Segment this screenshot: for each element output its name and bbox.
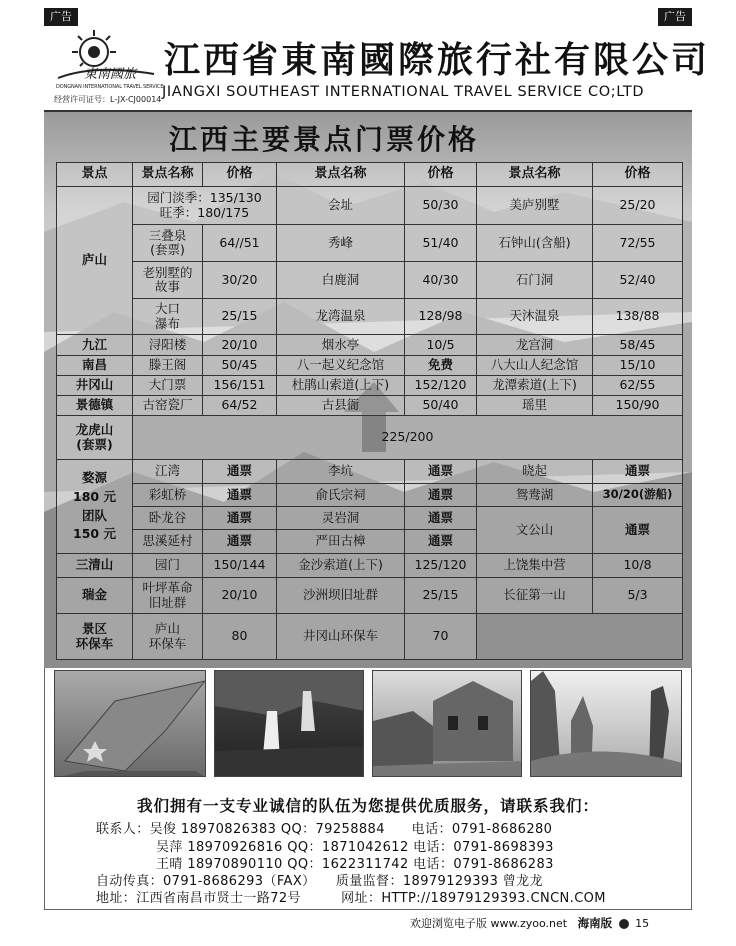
ticket-price-table — [56, 162, 683, 660]
spot-cell: 沙洲坝旧址群 — [277, 578, 405, 614]
spot-cell: 大口 瀑布 — [133, 299, 203, 335]
company-header — [44, 26, 711, 112]
contact-line: 吴萍 18970926816 QQ：1871042612 电话：0791-8698393 — [156, 840, 554, 855]
spot-cell: 井冈山环保车 — [277, 614, 405, 660]
page-title: 江西主要景点门票价格 — [168, 123, 479, 156]
logo-english: DONGNAN INTERNATIONAL TRAVEL SERVICE — [56, 84, 164, 90]
table-row — [57, 460, 683, 484]
price-cell: 通票 — [593, 507, 683, 554]
table-row — [57, 507, 683, 530]
price-cell: 50/45 — [203, 356, 277, 376]
price-cell: 150/144 — [203, 554, 277, 578]
table-row — [57, 396, 683, 416]
footer-page-number: 15 — [635, 917, 650, 930]
price-cell: 20/10 — [203, 335, 277, 356]
price-cell: 62/55 — [593, 376, 683, 396]
spot-cell: 石钟山(含船) — [477, 225, 593, 262]
price-cell: 通票 — [405, 530, 477, 554]
page-footer — [410, 915, 649, 931]
place-jiujiang: 九江 — [57, 335, 133, 356]
spot-cell: 浔阳楼 — [133, 335, 203, 356]
price-cell: 80 — [203, 614, 277, 660]
peaks-photo-icon — [531, 671, 682, 777]
table-row — [57, 484, 683, 507]
price-cell: 150/90 — [593, 396, 683, 416]
spot-cell: 园门 — [133, 554, 203, 578]
contact-line: 王晴 18970890110 QQ：1622311742 电话：0791-8686283 — [156, 857, 554, 872]
service-slogan: 我们拥有一支专业诚信的队伍为您提供优质服务，请联系我们： — [136, 797, 599, 815]
company-name-english: JIANGXI SOUTHEAST INTERNATIONAL TRAVEL SERVICE CO;LTD — [162, 84, 645, 100]
table-row — [57, 376, 683, 396]
place-jingdezhen: 景德镇 — [57, 396, 133, 416]
photo-waterfall — [214, 670, 364, 777]
price-cell: 通票 — [593, 460, 683, 484]
place-nanchang: 南昌 — [57, 356, 133, 376]
price-cell: 128/98 — [405, 299, 477, 335]
table-row — [57, 262, 683, 299]
spot-cell: 庐山 环保车 — [133, 614, 203, 660]
table-row — [57, 578, 683, 614]
spot-cell: 上饶集中营 — [477, 554, 593, 578]
place-longhushan: 龙虎山 (套票) — [57, 416, 133, 460]
price-cell: 通票 — [203, 530, 277, 554]
table-row — [57, 187, 683, 225]
spot-cell: 瑶里 — [477, 396, 593, 416]
price-cell: 30/20 — [203, 262, 277, 299]
price-cell: 125/120 — [405, 554, 477, 578]
table-row — [57, 554, 683, 578]
spot-cell: 李坑 — [277, 460, 405, 484]
spot-cell: 古窑瓷厂 — [133, 396, 203, 416]
price-cell: 72/55 — [593, 225, 683, 262]
photo-peaks — [530, 670, 682, 777]
price-cell: 51/40 — [405, 225, 477, 262]
table-row — [57, 335, 683, 356]
footer-text: 欢迎浏览电子版 www.zyoo.net — [410, 917, 568, 930]
ad-label-left: 广告 — [44, 8, 78, 26]
spot-cell: 金沙索道(上下) — [277, 554, 405, 578]
price-cell: 52/40 — [593, 262, 683, 299]
spot-cell: 文公山 — [477, 507, 593, 554]
price-cell: 5/3 — [593, 578, 683, 614]
photo-monument — [54, 670, 206, 777]
company-name-chinese: 江西省東南國際旅行社有限公司 — [164, 40, 711, 81]
spot-cell: 园门淡季：135/130 旺季：180/175 — [133, 187, 277, 225]
price-cell: 64/52 — [203, 396, 277, 416]
table-row — [57, 225, 683, 262]
spot-cell: 杜鹃山索道(上下) — [277, 376, 405, 396]
price-cell: 10/8 — [593, 554, 683, 578]
price-cell: 通票 — [405, 484, 477, 507]
place-wuyuan: 婺源 180 元 团队 150 元 — [57, 460, 133, 554]
header-cell: 价格 — [593, 163, 683, 187]
monument-photo-icon — [55, 671, 206, 777]
spot-cell: 长征第一山 — [477, 578, 593, 614]
sun-logo-icon — [54, 28, 164, 88]
spot-cell: 八大山人纪念馆 — [477, 356, 593, 376]
footer-edition: 海南版 — [577, 916, 613, 930]
table-header-row — [57, 163, 683, 187]
price-cell: 64//51 — [203, 225, 277, 262]
price-cell: 15/10 — [593, 356, 683, 376]
spot-cell: 美庐别墅 — [477, 187, 593, 225]
header-cell: 景点名称 — [133, 163, 203, 187]
spot-cell: 烟水亭 — [277, 335, 405, 356]
spot-cell: 三叠泉 (套票) — [133, 225, 203, 262]
price-cell: 通票 — [203, 484, 277, 507]
place-jinggangshan: 井冈山 — [57, 376, 133, 396]
spot-cell: 彩虹桥 — [133, 484, 203, 507]
contact-line: 联系人：吴俊 18970826383 QQ：79258884 电话：0791-8686280 — [96, 822, 553, 837]
spot-cell: 江湾 — [133, 460, 203, 484]
price-cell: 通票 — [405, 507, 477, 530]
spot-cell: 大门票 — [133, 376, 203, 396]
price-cell: 70 — [405, 614, 477, 660]
table-row — [57, 416, 683, 460]
spot-cell: 会址 — [277, 187, 405, 225]
footer-page-icon — [619, 919, 629, 929]
spot-cell: 龙宫洞 — [477, 335, 593, 356]
place-scenic-bus: 景区 环保车 — [57, 614, 133, 660]
village-photo-icon — [373, 671, 522, 777]
price-cell: 10/5 — [405, 335, 477, 356]
price-cell: 58/45 — [593, 335, 683, 356]
spot-cell: 古县衙 — [277, 396, 405, 416]
spot-cell: 俞氏宗祠 — [277, 484, 405, 507]
price-cell: 25/20 — [593, 187, 683, 225]
spot-cell: 白鹿洞 — [277, 262, 405, 299]
price-cell: 225/200 — [133, 416, 683, 460]
price-cell: 通票 — [203, 507, 277, 530]
spot-cell: 晓起 — [477, 460, 593, 484]
photo-village — [372, 670, 522, 777]
spot-cell: 八一起义纪念馆 — [277, 356, 405, 376]
spot-cell: 秀峰 — [277, 225, 405, 262]
spot-cell: 严田古樟 — [277, 530, 405, 554]
price-cell: 50/40 — [405, 396, 477, 416]
place-ruijin: 瑞金 — [57, 578, 133, 614]
spot-cell: 卧龙谷 — [133, 507, 203, 530]
spot-cell: 石门洞 — [477, 262, 593, 299]
price-cell: 25/15 — [203, 299, 277, 335]
header-cell: 景点 — [57, 163, 133, 187]
price-cell: 156/151 — [203, 376, 277, 396]
place-lushan: 庐山 — [57, 187, 133, 335]
logo-text: 東南國旅 — [84, 67, 137, 82]
price-cell: 50/30 — [405, 187, 477, 225]
ad-label-right: 广告 — [658, 8, 692, 26]
place-sanqingshan: 三清山 — [57, 554, 133, 578]
header-cell: 景点名称 — [277, 163, 405, 187]
table-row — [57, 299, 683, 335]
contact-line: 自动传真：0791-8686293（FAX） 质量监督：18979129393 曾龙龙 — [96, 874, 543, 889]
empty-cell — [477, 614, 683, 660]
spot-cell: 鸳鸯湖 — [477, 484, 593, 507]
waterfall-photo-icon — [215, 671, 364, 777]
table-row — [57, 356, 683, 376]
spot-cell: 龙湾温泉 — [277, 299, 405, 335]
price-cell: 通票 — [405, 460, 477, 484]
price-cell: 40/30 — [405, 262, 477, 299]
license-number: 经营许可证号：L-JX-CJ00014 — [54, 95, 162, 104]
price-cell: 20/10 — [203, 578, 277, 614]
price-cell: 免费 — [405, 356, 477, 376]
contact-line: 地址：江西省南昌市贤士一路72号 网址：HTTP://18979129393.CNCN.COM — [96, 891, 606, 906]
header-cell: 景点名称 — [477, 163, 593, 187]
price-cell: 138/88 — [593, 299, 683, 335]
spot-cell: 思溪延村 — [133, 530, 203, 554]
header-cell: 价格 — [203, 163, 277, 187]
spot-cell: 叶坪革命 旧址群 — [133, 578, 203, 614]
price-cell: 152/120 — [405, 376, 477, 396]
price-cell: 25/15 — [405, 578, 477, 614]
table-row — [57, 614, 683, 660]
header-cell: 价格 — [405, 163, 477, 187]
photo-strip — [54, 670, 682, 777]
spot-cell: 滕王阁 — [133, 356, 203, 376]
price-cell: 通票 — [203, 460, 277, 484]
price-cell: 30/20(游船) — [593, 484, 683, 507]
spot-cell: 天沐温泉 — [477, 299, 593, 335]
spot-cell: 龙潭索道(上下) — [477, 376, 593, 396]
spot-cell: 灵岩洞 — [277, 507, 405, 530]
spot-cell: 老别墅的 故事 — [133, 262, 203, 299]
